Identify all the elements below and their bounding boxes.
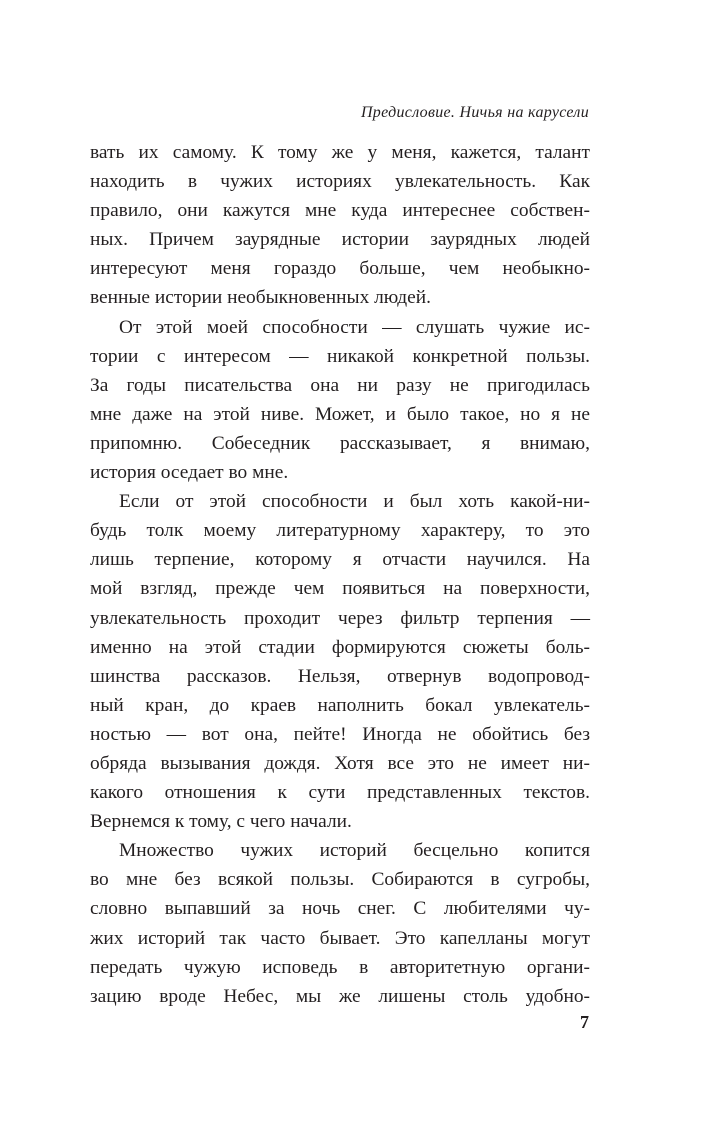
text-line: ных. Причем заурядные истории заурядных людей <box>90 229 590 251</box>
page-number: 7 <box>580 1012 589 1032</box>
text-line: будь толк моему литературному характеру, то это <box>90 520 590 542</box>
text-line: От этой моей способности — слушать чужие ис- <box>119 316 590 338</box>
text-line: зацию вроде Небес, мы же лишены столь удобно- <box>90 985 590 1007</box>
text-line: ный кран, до краев наполнить бокал увлекатель- <box>90 694 590 716</box>
body-text <box>90 138 590 1011</box>
text-line: венные истории необыкновенных людей. <box>90 287 431 309</box>
text-line: тории с интересом — никакой конкретной пользы. <box>90 345 590 367</box>
text-line: ностью — вот она, пейте! Иногда не обойтись без <box>90 723 590 745</box>
text-line: мой взгляд, прежде чем появиться на поверхности, <box>90 578 590 600</box>
text-line: За годы писательства она ни разу не пригодилась <box>90 374 590 396</box>
text-line: передать чужую исповедь в авторитетную органи- <box>90 956 590 978</box>
text-line: именно на этой стадии формируются сюжеты боль- <box>90 636 590 658</box>
text-line: находить в чужих историях увлекательность. Как <box>90 171 590 193</box>
text-line: правило, они кажутся мне куда интереснее собствен- <box>90 200 590 222</box>
text-line: обряда вызывания дождя. Хотя все это не имеет ни- <box>90 752 590 774</box>
text-line: лишь терпение, которому я отчасти научился. На <box>90 549 590 571</box>
text-line: Вернемся к тому, с чего начали. <box>90 811 352 833</box>
text-line: во мне без всякой пользы. Собираются в сугробы, <box>90 869 590 891</box>
text-line: мне даже на этой ниве. Может, и было такое, но я не <box>90 403 590 425</box>
text-line: шинства рассказов. Нельзя, отвернув водопровод- <box>90 665 590 687</box>
text-line: вать их самому. К тому же у меня, кажется, талант <box>90 142 590 163</box>
text-line: Если от этой способности и был хоть какой-ни- <box>119 491 590 513</box>
text-line: история оседает во мне. <box>90 462 289 484</box>
text-line: припомню. Собеседник рассказывает, я внимаю, <box>90 432 590 454</box>
text-line: интересуют меня гораздо больше, чем необыкно- <box>90 258 590 280</box>
running-head: Предисловие. Ничья на карусели <box>360 104 589 121</box>
text-line: увлекательность проходит через фильтр терпения — <box>90 607 590 629</box>
text-line: словно выпавший за ночь снег. С любителями чу- <box>90 898 590 920</box>
text-line: какого отношения к сути представленных текстов. <box>90 782 590 804</box>
text-line: жих историй так часто бывает. Это капелланы могут <box>90 927 590 949</box>
text-line: Множество чужих историй бесцельно копится <box>119 840 590 862</box>
